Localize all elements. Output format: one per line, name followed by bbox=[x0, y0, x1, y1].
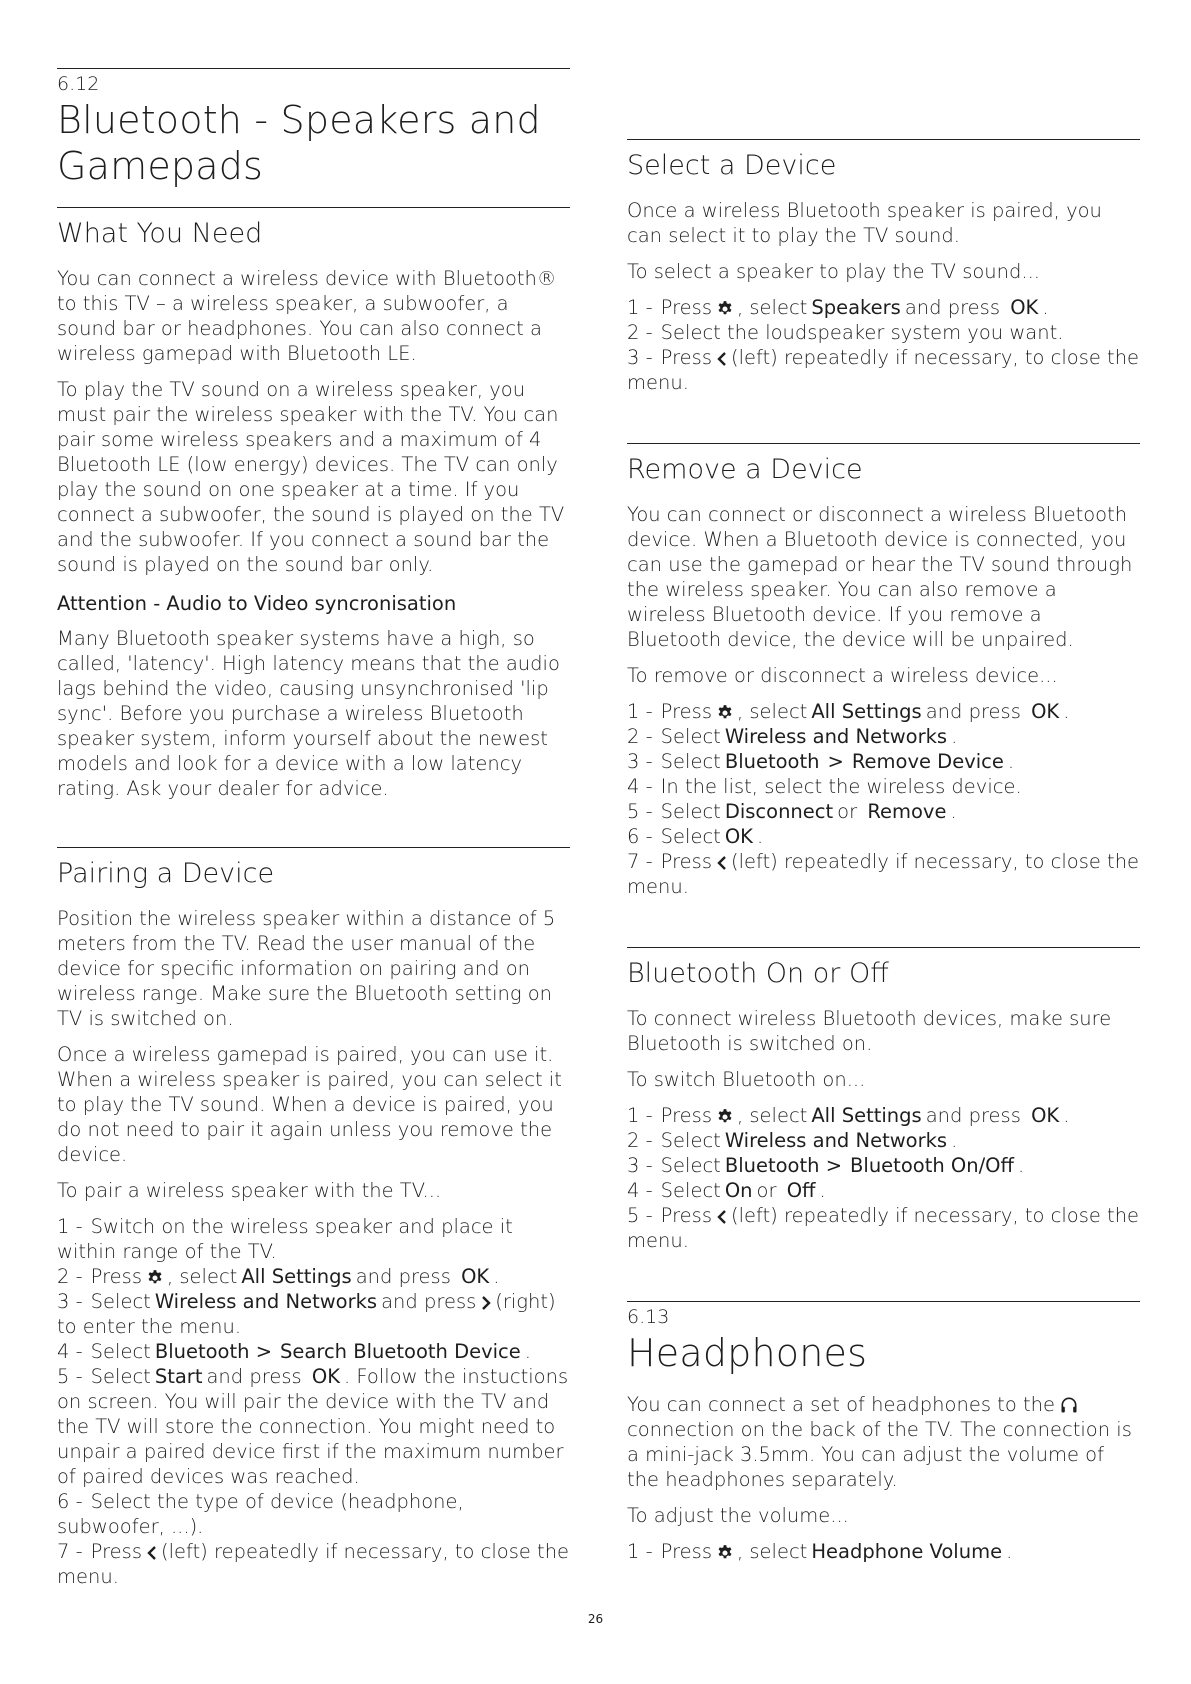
subsection-rule bbox=[57, 847, 570, 848]
headphones-icon bbox=[1059, 1395, 1079, 1415]
settings-gear-icon bbox=[716, 1544, 734, 1562]
chevron-right-icon bbox=[480, 1294, 492, 1312]
paragraph: Many Bluetooth speaker systems have a high, so called, 'latency'. High latency means that the audio lags behind the video, causing unsynchronised 'lip sync'. Before you purchase a wireless Bluetooth speaker system, inform yourself about the newest models and look for a device with a low latency rating. Ask your dealer for advice. bbox=[57, 627, 560, 800]
step: 4 - Select Bluetooth > Search Bluetooth Device . bbox=[57, 1340, 531, 1363]
subsection-rule bbox=[627, 139, 1140, 140]
step: 1 - Switch on the wireless speaker and place it within range of the TV. bbox=[57, 1215, 513, 1263]
section-title: Bluetooth - Speakers and Gamepads bbox=[57, 98, 541, 188]
settings-gear-icon bbox=[146, 1269, 164, 1287]
step: 2 - Select Wireless and Networks . bbox=[627, 725, 958, 748]
heading-what-you-need: What You Need bbox=[57, 218, 263, 249]
headphone-steps bbox=[627, 1539, 1140, 1564]
step: 2 - Select Wireless and Networks . bbox=[627, 1129, 958, 1152]
subsection-rule bbox=[57, 207, 570, 208]
step: 1 - Press , select Speakers and press OK . bbox=[627, 296, 1049, 319]
chevron-left-icon bbox=[716, 350, 728, 368]
step: 4 - Select On or Off . bbox=[627, 1179, 826, 1202]
paragraph: To select a speaker to play the TV sound... bbox=[627, 260, 1040, 283]
section-number: 6.13 bbox=[627, 1306, 670, 1328]
step: 2 - Select the loudspeaker system you want. bbox=[627, 321, 1064, 344]
select-steps bbox=[627, 295, 1140, 395]
paragraph: To connect wireless Bluetooth devices, make sure Bluetooth is switched on. bbox=[627, 1007, 1112, 1055]
onoff-steps bbox=[627, 1103, 1140, 1253]
settings-gear-icon bbox=[716, 1108, 734, 1126]
paragraph: You can connect a set of headphones to the connection on the back of the TV. The connection is a mini-jack 3.5mm. You can adjust the volume of the headphones separately. bbox=[627, 1393, 1132, 1491]
paragraph: You can connect a wireless device with Bluetooth® to this TV – a wireless speaker, a subwoofer, a sound bar or headphones. You can also connect a wireless gamepad with Bluetooth LE. bbox=[57, 267, 557, 365]
step: 4 - In the list, select the wireless device. bbox=[627, 775, 1022, 798]
step: 5 - Press (left) repeatedly if necessary, to close the menu. bbox=[627, 1204, 1140, 1252]
section-number: 6.12 bbox=[57, 73, 100, 95]
step: 3 - Select Bluetooth > Remove Device . bbox=[627, 750, 1015, 773]
step: 6 - Select the type of device (headphone, subwoofer, ...). bbox=[57, 1490, 464, 1538]
subsection-rule bbox=[627, 947, 1140, 948]
page-number: 26 bbox=[587, 1612, 604, 1626]
step: 1 - Press , select All Settings and press OK . bbox=[627, 700, 1070, 723]
paragraph: Once a wireless Bluetooth speaker is paired, you can select it to play the TV sound. bbox=[627, 199, 1102, 247]
chevron-left-icon bbox=[146, 1544, 158, 1562]
remove-steps bbox=[627, 699, 1140, 899]
settings-gear-icon bbox=[716, 704, 734, 722]
paragraph: To switch Bluetooth on... bbox=[627, 1068, 866, 1091]
section-rule bbox=[57, 68, 570, 69]
heading-pairing: Pairing a Device bbox=[57, 858, 275, 889]
heading-bluetooth-on-off: Bluetooth On or Off bbox=[627, 958, 889, 989]
attention-heading: Attention - Audio to Video syncronisation bbox=[57, 592, 457, 615]
paragraph: Once a wireless gamepad is paired, you can use it. When a wireless speaker is paired, you can select it to play the TV sound. When a device is paired, you do not need to pair it again unless you remove the device. bbox=[57, 1043, 562, 1166]
right-column bbox=[627, 0, 1140, 1575]
step: 1 - Press , select All Settings and press OK . bbox=[627, 1104, 1070, 1127]
heading-remove-device: Remove a Device bbox=[627, 454, 863, 485]
paragraph: To play the TV sound on a wireless speaker, you must pair the wireless speaker with the TV. You can pair some wireless speakers and a maximum of 4 Bluetooth LE (low energy) devices. The TV can only play the sound on one speaker at a time. If you connect a subwoofer, the sound is played on the TV and the subwoofer. If you connect a sound bar the sound is played on the sound bar only. bbox=[57, 378, 565, 576]
step: 7 - Press (left) repeatedly if necessary, to close the menu. bbox=[627, 850, 1140, 898]
pairing-steps bbox=[57, 1214, 570, 1589]
chevron-left-icon bbox=[716, 1208, 728, 1226]
step: 5 - Select Disconnect or Remove . bbox=[627, 800, 957, 823]
step: 3 - Press (left) repeatedly if necessary, to close the menu. bbox=[627, 346, 1140, 394]
paragraph: To pair a wireless speaker with the TV... bbox=[57, 1179, 442, 1202]
step: 3 - Select Wireless and Networks and press (right) to enter the menu. bbox=[57, 1290, 556, 1338]
paragraph: To adjust the volume... bbox=[627, 1504, 849, 1527]
step: 7 - Press (left) repeatedly if necessary, to close the menu. bbox=[57, 1540, 570, 1588]
section-title: Headphones bbox=[627, 1331, 868, 1375]
subsection-rule bbox=[627, 443, 1140, 444]
paragraph: You can connect or disconnect a wireless Bluetooth device. When a Bluetooth device is connected, you can use the gamepad or hear the TV sound through the wireless speaker. You can also remove a wireless Bluetooth device. If you remove a Bluetooth device, the device will be unpaired. bbox=[627, 503, 1133, 651]
left-column bbox=[57, 0, 570, 1600]
step: 1 - Press , select Headphone Volume . bbox=[627, 1540, 1013, 1563]
heading-select-device: Select a Device bbox=[627, 150, 837, 181]
section-rule bbox=[627, 1301, 1140, 1302]
step: 3 - Select Bluetooth > Bluetooth On/Off . bbox=[627, 1154, 1025, 1177]
settings-gear-icon bbox=[716, 300, 734, 318]
paragraph: Position the wireless speaker within a distance of 5 meters from the TV. Read the user manual of the device for specific information on pairing and on wireless range. Make sure the Bluetooth setting on TV is switched on. bbox=[57, 907, 556, 1030]
paragraph: To remove or disconnect a wireless device... bbox=[627, 664, 1058, 687]
step: 5 - Select Start and press OK . Follow the instuctions on screen. You will pair the device with the TV and the TV will store the connection. You might need to unpair a paired device first if the maximum number of paired devices was reached. bbox=[57, 1365, 569, 1488]
step: 6 - Select OK . bbox=[627, 825, 764, 848]
step: 2 - Press , select All Settings and press OK . bbox=[57, 1265, 500, 1288]
chevron-left-icon bbox=[716, 854, 728, 872]
